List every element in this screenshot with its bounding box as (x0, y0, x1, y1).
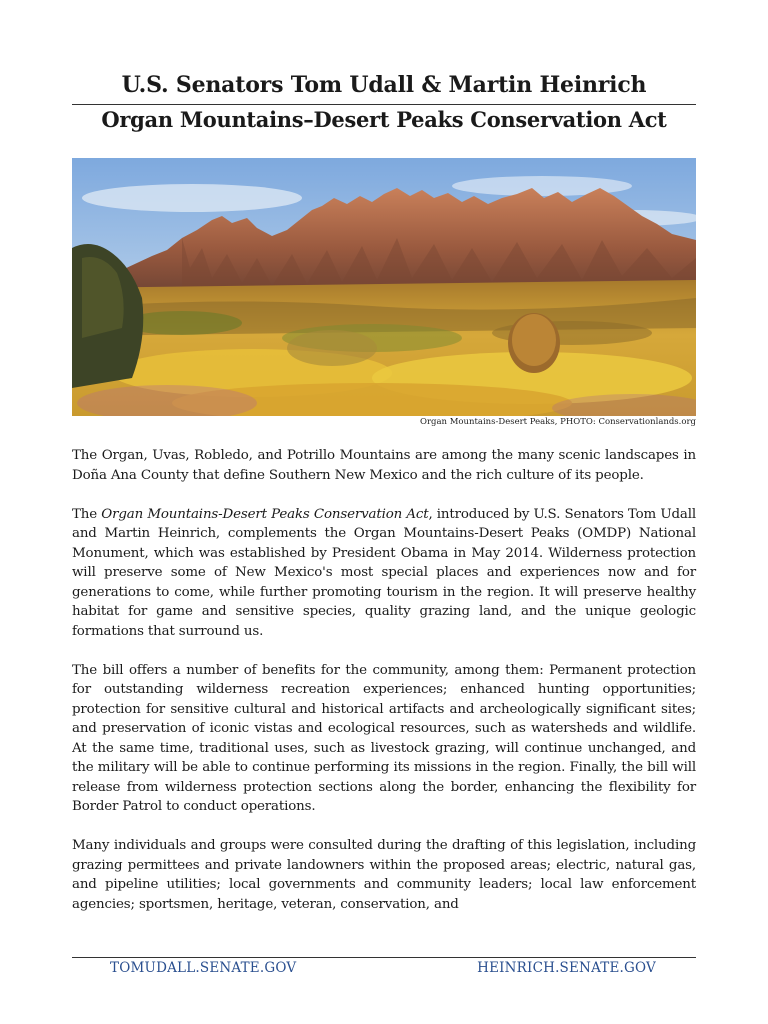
paragraph-act-lead: The (72, 506, 102, 522)
udall-website-link[interactable]: TOMUDALL.SENATE.GOV (110, 960, 297, 976)
paragraph-act (72, 505, 696, 642)
paragraph-consultation: Many individuals and groups were consulted during the drafting of this legislation, including grazing permittees and private landowners within the proposed areas; electric, natural gas, and pipeline utilities; local governments and community leaders; local law enforcement agencies; sportsmen, heritage, veteran, conservation, and (72, 838, 696, 912)
paragraph-benefits: The bill offers a number of benefits for the community, among them: Permanent protection for outstanding wilderness recreation experiences; enhanced hunting opportunities; protection for sensitive cultural and historical artifacts and archeologically significant sites; and preservation of iconic vistas and ecological resources, such as watersheds and wildlife. At the same time, traditional uses, such as livestock grazing, will continue unchanged, and the military will be able to continue performing its missions in the region. Finally, the bill will release from wilderness protection sections along the border, enhancing the flexibility for Border Patrol to conduct operations. (72, 662, 696, 814)
paragraph-intro: The Organ, Uvas, Robledo, and Potrillo Mountains are among the many scenic landscapes in Doña Ana County that define Southern New Mexico and the rich culture of its people. (72, 448, 696, 483)
paragraph-act-rest: , introduced by U.S. Senators Tom Udall and Martin Heinrich, complements the Organ Mountains-Desert Peaks (OMDP) National Monument, which was established by President Obama in May 2014. Wilderness protection will preserve some of New Mexico's most special places and experiences now and for generations to come, while further promoting tourism in the region. It will preserve healthy habitat for game and sensitive species, quality grazing land, and the unique geologic formations that surround us. (72, 506, 696, 639)
page-subtitle: Organ Mountains–Desert Peaks Conservation Act (101, 107, 667, 132)
act-name: Organ Mountains-Desert Peaks Conservation Act (101, 506, 429, 522)
heinrich-website-link[interactable]: HEINRICH.SENATE.GOV (477, 960, 656, 976)
photo-caption: Organ Mountains-Desert Peaks, PHOTO: Conservationlands.org (419, 417, 696, 427)
page-title: U.S. Senators Tom Udall & Martin Heinrich (121, 72, 647, 98)
footer-divider (72, 957, 696, 958)
article-body (72, 446, 696, 914)
